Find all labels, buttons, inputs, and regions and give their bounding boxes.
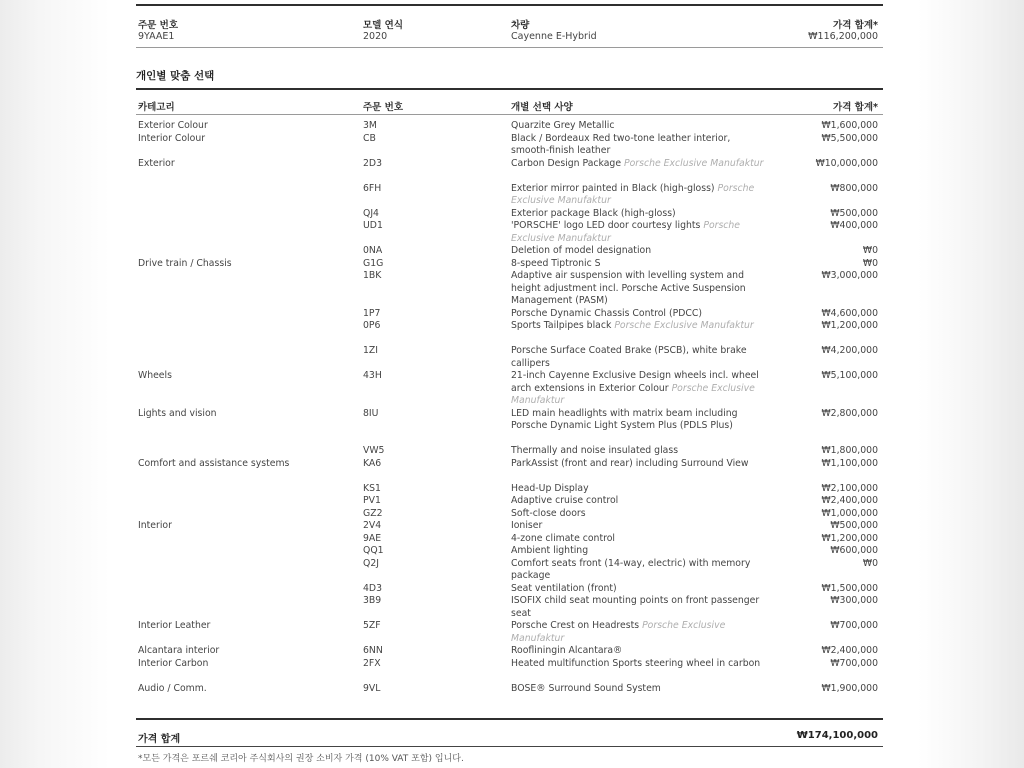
row-option-description xyxy=(511,258,765,271)
vehicle-label: 차량 xyxy=(511,20,530,31)
row-option-description xyxy=(511,658,765,671)
row-option-description xyxy=(511,120,765,133)
vehicle-value: Cayenne E-Hybrid xyxy=(511,31,597,42)
row-option-text: Exterior mirror painted in Black (high-gloss) xyxy=(511,182,715,194)
row-option-description xyxy=(511,483,765,496)
row-price: ₩600,000 xyxy=(830,545,878,556)
row-category: Lights and vision xyxy=(138,407,217,419)
row-option-description xyxy=(511,320,765,333)
row-option-description xyxy=(511,183,765,208)
total-value: ₩174,100,000 xyxy=(796,730,878,741)
row-option-description xyxy=(511,595,765,620)
row-option-description xyxy=(511,158,765,171)
row-order-code: GZ2 xyxy=(363,507,383,519)
row-price: ₩400,000 xyxy=(830,220,878,231)
row-option-text: Black / Bordeaux Red two-tone leather interior, smooth-finish leather xyxy=(511,132,731,156)
row-option-text: 21-inch Cayenne Exclusive Design wheels incl. wheel arch extensions in Exterior Colour xyxy=(511,370,759,394)
row-category: Audio / Comm. xyxy=(138,682,207,694)
row-option-text: Porsche Surface Coated Brake (PSCB), white brake callipers xyxy=(511,345,747,369)
row-price: ₩10,000,000 xyxy=(815,157,878,169)
row-option-description xyxy=(511,545,765,558)
row-order-code: 43H xyxy=(363,370,382,381)
row-price: ₩5,500,000 xyxy=(821,132,878,144)
row-order-code: QJ4 xyxy=(363,207,379,219)
row-order-code: QQ1 xyxy=(363,545,384,556)
row-order-code: 5ZF xyxy=(363,620,381,631)
order-number-value: 9YAAE1 xyxy=(138,31,175,42)
model-year-label: 모델 연식 xyxy=(363,20,404,31)
row-option-text: Seat ventilation (front) xyxy=(511,582,617,594)
row-price: ₩1,800,000 xyxy=(821,445,878,456)
row-option-text: Roofliningin Alcantara® xyxy=(511,645,623,656)
row-price: ₩2,100,000 xyxy=(821,482,878,494)
row-order-code: 4D3 xyxy=(363,582,382,594)
total-label: 가격 합계 xyxy=(138,734,181,745)
table-row xyxy=(136,683,883,696)
base-price-value: ₩116,200,000 xyxy=(808,31,878,42)
row-price: ₩0 xyxy=(862,257,878,269)
row-price: ₩0 xyxy=(862,245,878,256)
row-order-code: 6FH xyxy=(363,182,382,194)
row-price: ₩1,200,000 xyxy=(821,532,878,544)
row-option-text: Porsche Crest on Headrests xyxy=(511,620,640,631)
table-row xyxy=(136,345,883,370)
row-exclusive-manufaktur-note: Porsche Exclusive Manufaktur xyxy=(624,157,764,169)
row-order-code: 3M xyxy=(363,120,377,131)
row-order-code: G1G xyxy=(363,257,384,269)
table-row xyxy=(136,370,883,408)
row-category: Alcantara interior xyxy=(138,645,220,656)
total-top-rule xyxy=(136,718,883,720)
top-rule xyxy=(136,4,883,6)
row-price: ₩500,000 xyxy=(830,207,878,219)
row-option-description xyxy=(511,458,765,471)
table-row xyxy=(136,120,883,133)
row-exclusive-manufaktur-note: Porsche Exclusive Manufaktur xyxy=(614,320,754,331)
row-order-code: UD1 xyxy=(363,220,383,231)
row-price: ₩2,400,000 xyxy=(821,495,878,506)
row-price: ₩700,000 xyxy=(830,657,878,669)
row-option-text: Sports Tailpipes black xyxy=(511,320,612,331)
row-option-text: ParkAssist (front and rear) including Surround View xyxy=(511,457,749,469)
row-option-description xyxy=(511,370,765,408)
model-year-value: 2020 xyxy=(363,31,388,42)
row-option-text: 8-speed Tiptronic S xyxy=(511,257,601,269)
row-price: ₩300,000 xyxy=(830,595,878,606)
options-section-title: 개인별 맞춤 선택 xyxy=(136,70,215,82)
row-option-description xyxy=(511,645,765,658)
row-order-code: 1P7 xyxy=(363,307,381,319)
row-order-code: KA6 xyxy=(363,457,382,469)
row-option-description xyxy=(511,308,765,321)
row-category: Interior xyxy=(138,520,172,531)
table-row xyxy=(136,558,883,583)
row-order-code: 1ZI xyxy=(363,345,379,356)
table-row xyxy=(136,183,883,208)
row-order-code: PV1 xyxy=(363,495,381,506)
row-option-text: Soft-close doors xyxy=(511,507,586,519)
table-row xyxy=(136,645,883,658)
column-header-category: 카테고리 xyxy=(138,102,175,113)
row-option-description xyxy=(511,270,765,308)
row-price: ₩5,100,000 xyxy=(821,370,878,381)
row-option-description xyxy=(511,533,765,546)
table-row xyxy=(136,483,883,496)
table-row xyxy=(136,245,883,258)
row-order-code: Q2J xyxy=(363,557,379,569)
row-price: ₩500,000 xyxy=(830,520,878,531)
row-exclusive-manufaktur-note: Porsche Exclusive Manufaktur xyxy=(511,620,726,644)
row-price: ₩800,000 xyxy=(830,182,878,194)
row-order-code: 0NA xyxy=(363,245,383,256)
row-option-description xyxy=(511,408,765,433)
row-exclusive-manufaktur-note: Porsche Exclusive Manufaktur xyxy=(511,220,741,244)
row-order-code: CB xyxy=(363,132,376,144)
row-option-description xyxy=(511,445,765,458)
row-category: Exterior xyxy=(138,157,175,169)
row-price: ₩1,200,000 xyxy=(821,320,878,331)
row-order-code: 6NN xyxy=(363,645,383,656)
row-price: ₩3,000,000 xyxy=(821,270,878,281)
table-row xyxy=(136,495,883,508)
row-price: ₩1,900,000 xyxy=(821,682,878,694)
row-price: ₩2,400,000 xyxy=(821,645,878,656)
table-row xyxy=(136,508,883,521)
row-category: Wheels xyxy=(138,370,172,381)
row-order-code: KS1 xyxy=(363,482,381,494)
row-option-description xyxy=(511,620,765,645)
column-header-price: 가격 합계* xyxy=(833,102,878,113)
row-exclusive-manufaktur-note: Porsche Exclusive Manufaktur xyxy=(511,382,755,406)
column-header-code: 주문 번호 xyxy=(363,102,404,113)
table-row xyxy=(136,208,883,221)
row-price: ₩1,000,000 xyxy=(821,507,878,519)
column-header-divider xyxy=(136,114,883,115)
row-option-text: 'PORSCHE' logo LED door courtesy lights xyxy=(511,220,701,231)
row-option-text: Ambient lighting xyxy=(511,545,589,556)
table-row xyxy=(136,158,883,183)
row-option-text: Exterior package Black (high-gloss) xyxy=(511,207,676,219)
row-option-text: Head-Up Display xyxy=(511,482,589,494)
row-category: Interior Carbon xyxy=(138,657,209,669)
row-option-text: Ioniser xyxy=(511,520,543,531)
row-option-description xyxy=(511,220,765,245)
row-order-code: 9AE xyxy=(363,532,382,544)
row-option-description xyxy=(511,345,765,370)
row-option-text: Quarzite Grey Metallic xyxy=(511,120,615,131)
row-option-text: Comfort seats front (14-way, electric) with memory package xyxy=(511,557,751,581)
table-row xyxy=(136,220,883,245)
row-option-text: Heated multifunction Sports steering wheel in carbon xyxy=(511,657,761,669)
row-option-text: LED main headlights with matrix beam including Porsche Dynamic Light System Plus (PDLS Plus) xyxy=(511,407,738,431)
row-category: Exterior Colour xyxy=(138,120,208,131)
row-price: ₩0 xyxy=(862,557,878,569)
table-row xyxy=(136,258,883,271)
table-row xyxy=(136,458,883,483)
row-order-code: 8IU xyxy=(363,407,379,419)
row-price: ₩1,600,000 xyxy=(821,120,878,131)
total-bottom-rule xyxy=(136,746,883,747)
row-order-code: 1BK xyxy=(363,270,382,281)
row-option-text: Porsche Dynamic Chassis Control (PDCC) xyxy=(511,307,702,319)
row-price: ₩1,500,000 xyxy=(821,582,878,594)
row-category: Comfort and assistance systems xyxy=(138,457,290,469)
column-header-option: 개별 선택 사양 xyxy=(511,102,573,113)
table-row xyxy=(136,583,883,596)
row-option-description xyxy=(511,683,765,696)
order-number-label: 주문 번호 xyxy=(138,20,179,31)
row-price: ₩1,100,000 xyxy=(821,457,878,469)
row-option-description xyxy=(511,520,765,533)
row-exclusive-manufaktur-note: Porsche Exclusive Manufaktur xyxy=(511,182,755,206)
price-total-label: 가격 합계* xyxy=(833,20,878,31)
row-price: ₩4,200,000 xyxy=(821,345,878,356)
options-top-rule xyxy=(136,88,883,90)
row-order-code: 2V4 xyxy=(363,520,382,531)
table-row xyxy=(136,445,883,458)
row-order-code: 2D3 xyxy=(363,157,382,169)
row-option-text: Carbon Design Package xyxy=(511,157,622,169)
table-row xyxy=(136,270,883,308)
row-option-text: Adaptive cruise control xyxy=(511,495,619,506)
price-footnote: *모든 가격은 포르쉐 코리아 주식회사의 권장 소비자 가격 (10% VAT 포함) 입니다. xyxy=(138,754,464,764)
row-order-code: 2FX xyxy=(363,657,381,669)
row-option-text: Thermally and noise insulated glass xyxy=(511,445,679,456)
table-row xyxy=(136,308,883,321)
row-order-code: VW5 xyxy=(363,445,385,456)
row-option-description xyxy=(511,558,765,583)
row-option-description xyxy=(511,508,765,521)
table-row xyxy=(136,133,883,158)
row-option-description xyxy=(511,583,765,596)
row-category: Interior Colour xyxy=(138,132,206,144)
row-price: ₩4,600,000 xyxy=(821,307,878,319)
row-option-text: ISOFIX child seat mounting points on front passenger seat xyxy=(511,595,760,619)
row-category: Drive train / Chassis xyxy=(138,257,232,269)
table-row xyxy=(136,320,883,345)
row-price: ₩2,800,000 xyxy=(821,407,878,419)
row-option-text: 4-zone climate control xyxy=(511,532,615,544)
row-option-text: Adaptive air suspension with levelling system and height adjustment incl. Porsche Active Suspension Management (PASM) xyxy=(511,270,746,306)
table-row xyxy=(136,408,883,446)
table-row xyxy=(136,533,883,546)
row-order-code: 0P6 xyxy=(363,320,381,331)
table-row xyxy=(136,620,883,645)
price-document xyxy=(136,0,883,768)
row-option-description xyxy=(511,245,765,258)
row-option-text: BOSE® Surround Sound System xyxy=(511,682,661,694)
header-divider xyxy=(136,47,883,48)
table-row xyxy=(136,545,883,558)
row-option-text: Deletion of model designation xyxy=(511,245,652,256)
table-row xyxy=(136,595,883,620)
row-option-description xyxy=(511,208,765,221)
row-category: Interior Leather xyxy=(138,620,211,631)
table-row xyxy=(136,520,883,533)
table-row xyxy=(136,658,883,683)
row-order-code: 3B9 xyxy=(363,595,382,606)
row-price: ₩700,000 xyxy=(830,620,878,631)
row-option-description xyxy=(511,495,765,508)
row-option-description xyxy=(511,133,765,158)
row-order-code: 9VL xyxy=(363,682,381,694)
